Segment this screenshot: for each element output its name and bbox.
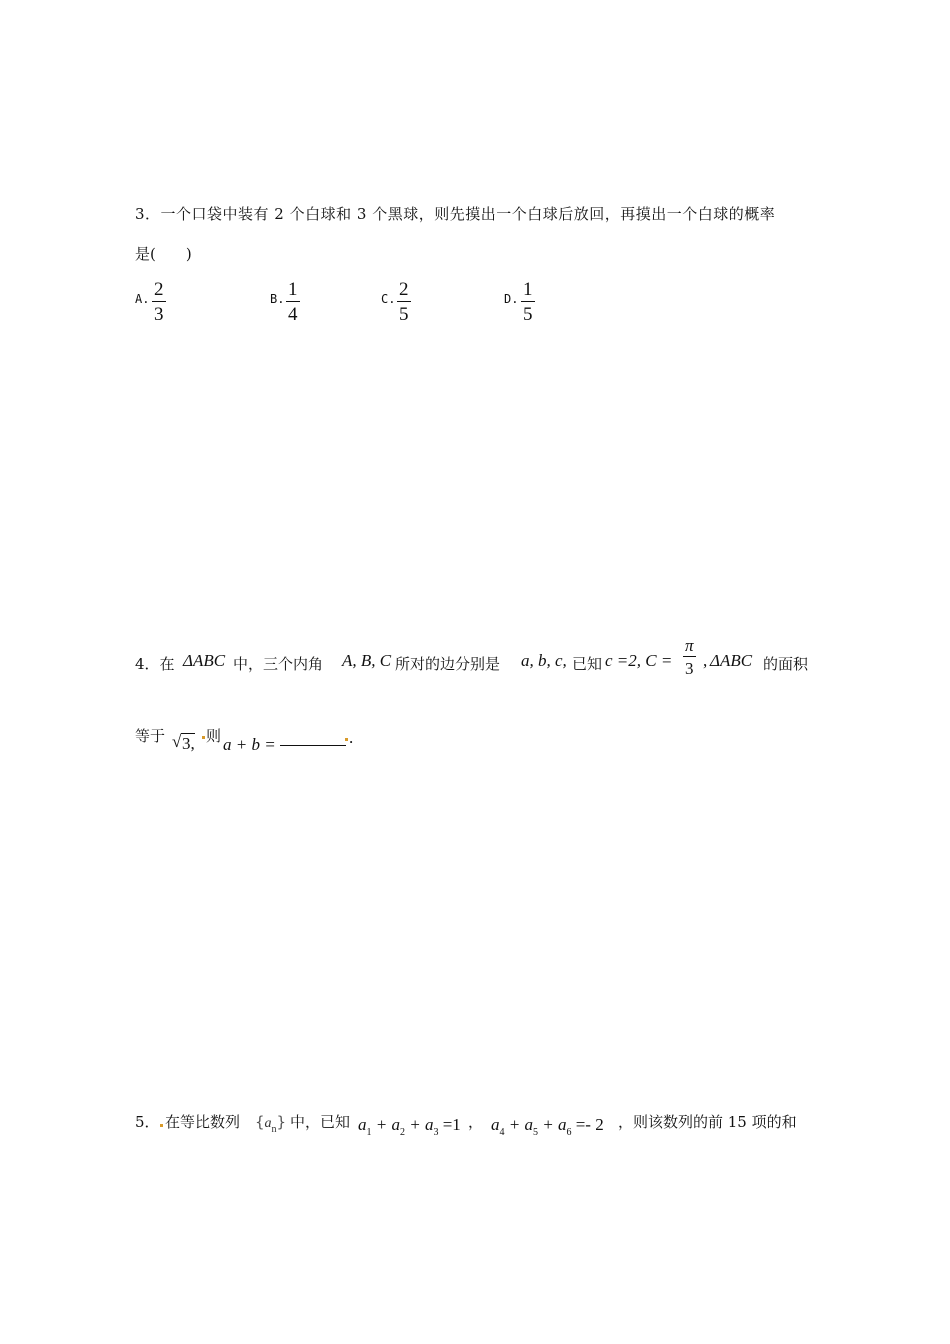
three: 3 [685,659,694,678]
sequence-an: $\{a_n\}$ [255,1113,287,1135]
equation-2: $a_4 + a_5 + a_6 =- 2$ [491,1115,604,1138]
q4-number: 4．在 [135,655,175,673]
q5-text2: 中，已知 [290,1113,351,1131]
sqrt-three: √ 3, [172,732,195,753]
marker-dot [160,1124,163,1127]
q4-text-sides: 所对的边分别是 [395,655,501,673]
q5-text1: 在等比数列 [165,1113,241,1131]
pi-over-3 [683,637,696,677]
option-b-denominator: 4 [288,304,298,325]
q4-comma: , [703,651,708,670]
marker-dot [345,738,348,741]
option-a-label: A. [135,292,150,306]
equation-1: $a_1 + a_2 + a_3 =1$ [358,1115,461,1138]
option-a-denominator: 3 [154,304,164,325]
option-d-denominator: 5 [523,304,533,325]
q3-line1: 3．一个口袋中装有 2 个白球和 3 个黑球，则先摸出一个白球后放回，再摸出一个白球的概率 [135,205,776,223]
option-c-fraction [397,280,411,324]
pi-symbol: π [685,636,694,655]
option-b-label: B. [270,292,285,306]
q5-text3: ，则该数列的前 15 项的和 [618,1113,797,1131]
q4-text-area: 的面积 [763,655,809,673]
option-c-numerator: 2 [399,279,409,300]
q4-text-known: 已知 [572,655,603,673]
option-a-fraction [152,280,166,324]
triangle-abc-2: ΔABC [710,651,753,670]
q3-line2: 是( ) [135,245,192,263]
q5-separator: ， [468,1113,484,1131]
option-d-numerator: 1 [523,279,533,300]
option-c-denominator: 5 [399,304,409,325]
option-d-label: D. [504,292,519,306]
option-d-fraction [521,280,535,324]
q4-angles: A, B, C [342,651,392,670]
option-a-numerator: 2 [154,279,164,300]
q4-sides: a, b, c, [521,651,567,670]
q4-condition: c =2, C = [605,651,673,670]
answer-blank [280,733,346,746]
q4-expression: a + b = [223,735,276,754]
option-b-numerator: 1 [288,279,298,300]
q4-period: . [349,728,354,747]
option-c-label: C. [381,292,396,306]
marker-dot [202,736,205,739]
q5-number: 5． [135,1113,160,1131]
option-b-fraction [286,280,300,324]
q4-text-mid: 中，三个内角 [233,655,324,673]
q4-ze: 则 [206,727,222,745]
q4-equals-text: 等于 [135,727,166,745]
triangle-abc: ΔABC [183,651,226,670]
